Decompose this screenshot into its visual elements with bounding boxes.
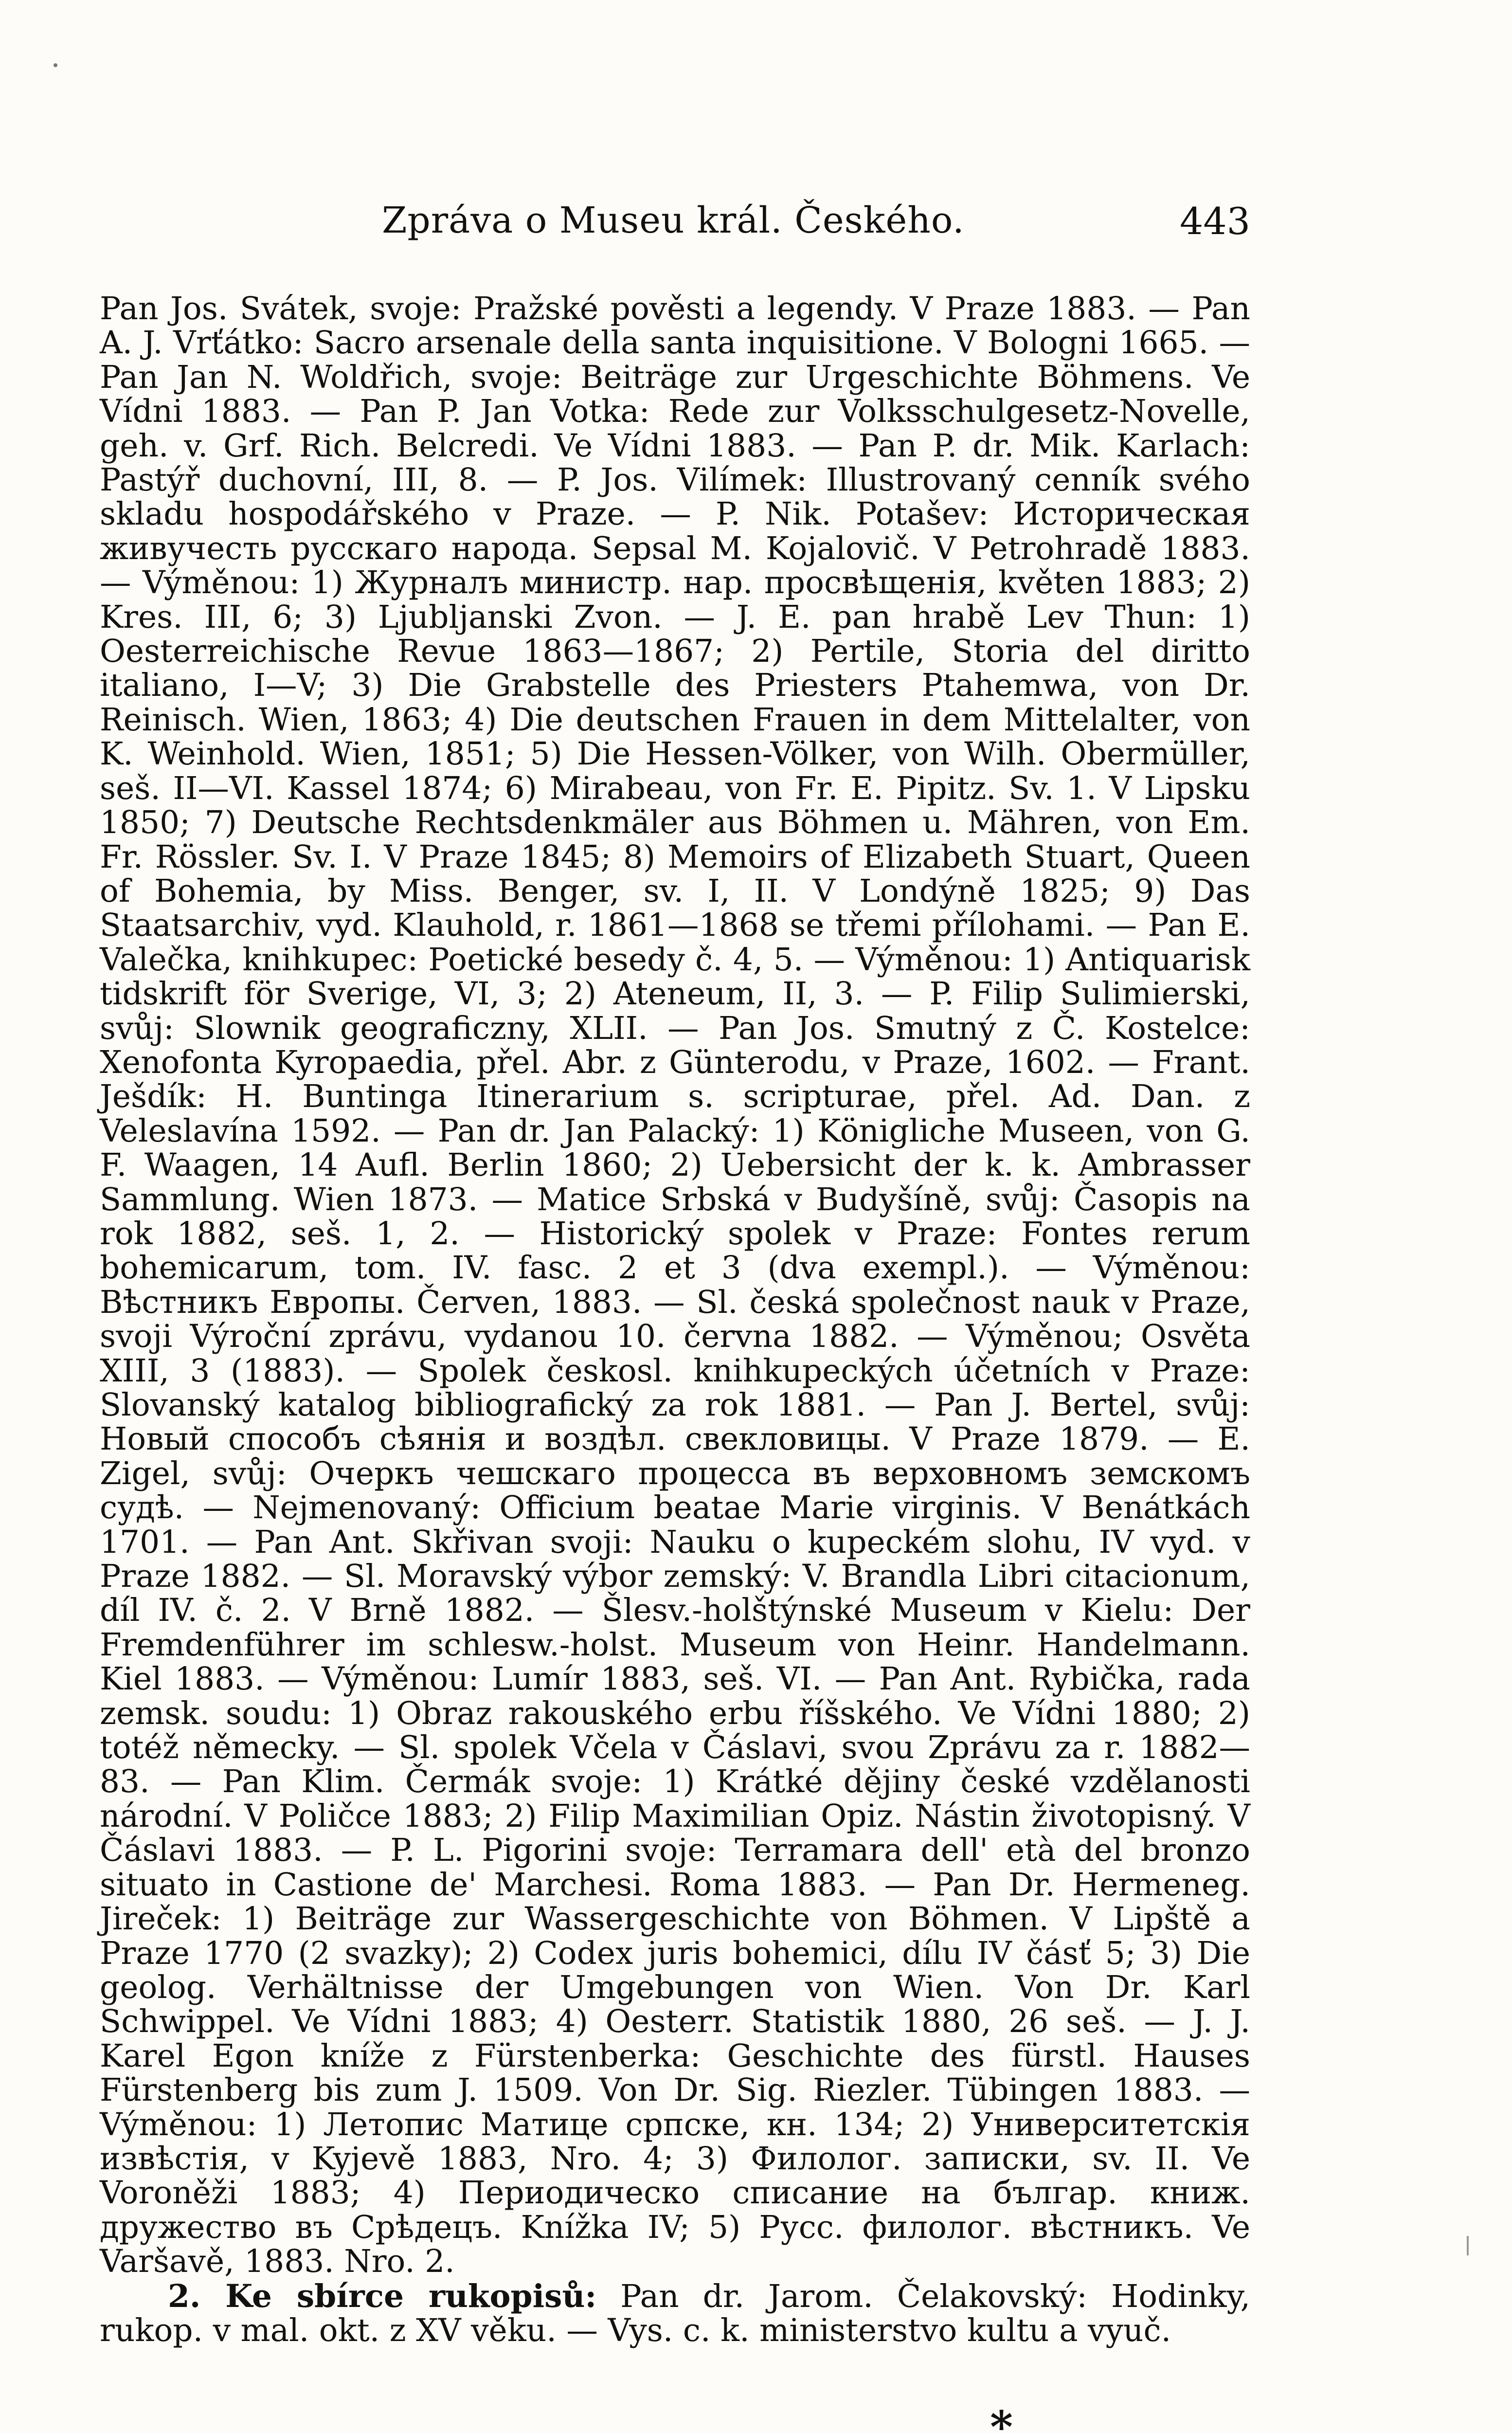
paper-speck	[54, 63, 57, 67]
paragraph-1: Pan Jos. Svátek, svoje: Pražské pověsti a legendy. V Praze 1883. — Pan A. J. Vrťátko: Sacro arsenale della santa inquisitione. V Bologni 1665. — Pan Jan N. Woldřich, svoje: Beiträge zur Urgeschichte Böhmens. Ve Vídni 1883. — Pan P. Jan Votka: Rede zur Volksschulgesetz-Novelle, geh. v. Grf. Rich. Belcredi. Ve Vídni 1883. — Pan P. dr. Mik. Karlach: Pastýř duchovní, III, 8. — P. Jos. Vilímek: Illustrovaný cenník svého skladu hospodářského v Praze. — P. Nik. Potašev: Историческая живучесть русскаго народа. Sepsal M. Kojalovič. V Petrohradě 1883. — Výměnou: 1) Журналъ министр. нар. просвѣщенія, květen 1883; 2) Kres. III, 6; 3) Ljubljanski Zvon. — J. E. pan hrabě Lev Thun: 1) Oesterreichische Revue 1863—1867; 2) Pertile, Storia del diritto italiano, I—V; 3) Die Grabstelle des Priesters Ptahemwa, von Dr. Reinisch. Wien, 1863; 4) Die deutschen Frauen in dem Mittelalter, von K. Weinhold. Wien, 1851; 5) Die Hessen-Völker, von Wilh. Obermüller, seš. II—VI. Kassel 1874; 6) Mirabeau, von Fr. E. Pipitz. Sv. 1. V Lipsku 1850; 7) Deutsche Rechtsdenkmäler aus Böhmen u. Mähren, von Em. Fr. Rössler. Sv. I. V Praze 1845; 8) Memoirs of Elizabeth Stuart, Queen of Bohemia, by Miss. Benger, sv. I, II. V Londýně 1825; 9) Das Staatsarchiv, vyd. Klauhold, r. 1861—1868 se třemi přílohami. — Pan E. Valečka, knihkupec: Poetické besedy č. 4, 5. — Výměnou: 1) Antiquarisk tidskrift för Sverige, VI, 3; 2) Ateneum, II, 3. — P. Filip Sulimierski, svůj: Slownik geograficzny, XLII. — Pan Jos. Smutný z Č. Kostelce: Xenofonta Kyropaedia, přel. Abr. z Günterodu, v Praze, 1602. — Frant. Ješdík: H. Buntinga Itinerarium s. scripturae, přel. Ad. Dan. z Veleslavína 1592. — Pan dr. Jan Palacký: 1) Königliche Museen, von G. F. Waagen, 14 Aufl. Berlin 1860; 2) Uebersicht der k. k. Ambrasser Sammlung. Wien 1873. — Matice Srbská v Budyšíně, svůj: Časopis na rok 1882, seš. 1, 2. — Historický spolek v Praze: Fontes rerum bohemicarum, tom. IV. fasc. 2 et 3 (dva exempl.). — Výměnou: Вѣстникъ Европы. Červen, 1883. — Sl. česká společnost nauk v Praze, svoji Výroční zprávu, vydanou 10. června 1882. — Výměnou; Osvěta XIII, 3 (1883). — Spolek českosl. knihkupeckých účetních v Praze: Slovanský katalog bibliografický za rok 1881. — Pan J. Bertel, svůj: Новый способъ сѣянія и воздѣл. свекловицы. V Praze 1879. — E. Zigel, svůj: Очеркъ чешскаго процесса въ верховномъ земскомъ судѣ. — Nejmenovaný: Officium beatae Marie virginis. V Benátkách 1701. — Pan Ant. Skřivan svoji: Nauku o kupeckém slohu, IV vyd. v Praze 1882. — Sl. Moravský výbor zemský: V. Brandla Libri citacionum, díl IV. č. 2. V Brně 1882. — Šlesv.-holštýnské Museum v Kielu: Der Fremdenführer im schlesw.-holst. Museum von Heinr. Handelmann. Kiel 1883. — Výměnou: Lumír 1883, seš. VI. — Pan Ant. Rybička, rada zemsk. soudu: 1) Obraz rakouského erbu říšského. Ve Vídni 1880; 2) totéž německy. — Sl. spolek Včela v Čáslavi, svou Zprávu za r. 1882—83. — Pan Klim. Čermák svoje: 1) Krátké dějiny české vzdělanosti národní. V Poličce 1883; 2) Filip Maximilian Opiz. Nástin životopisný. V Čáslavi 1883. — P. L. Pigorini svoje: Terramara dell' età del bronzo situato in Castione de' Marchesi. Roma 1883. — Pan Dr. Hermeneg. Jireček: 1) Beiträge zur Wassergeschichte von Böhmen. V Lipště a Praze 1770 (2 svazky); 2) Codex juris bohemici, dílu IV čásť 5; 3) Die geolog. Verhältnisse der Umgebungen von Wien. Von Dr. Karl Schwippel. Ve Vídni 1883; 4) Oesterr. Statistik 1880, 26 seš. — J. J. Karel Egon kníže z Fürstenberka: Geschichte des fürstl. Hauses Fürstenberg bis zum J. 1509. Von Dr. Sig. Riezler. Tübingen 1883. — Výměnou: 1) Летопис Матице српске, кн. 134; 2) Университетскія извѣстія, v Kyjevě 1883, Nro. 4; 3) Филолог. записки, sv. II. Ve Voroněži 1883; 4) Периодическо списание на българ. книж. дружество въ Срѣдецъ. Knížka IV; 5) Русс. филолог. вѣстникъ. Ve Varšavě, 1883. Nro. 2.	[100, 291, 1250, 2280]
running-title: Zpráva o Museu král. Českého.	[382, 200, 965, 241]
body-text	[100, 292, 1250, 2348]
paragraph-2	[100, 2279, 1250, 2348]
paragraph-2-heading: 2. Ke sbírce rukopisů:	[168, 2277, 597, 2315]
page-number: 443	[1179, 200, 1250, 243]
margin-mark	[1467, 2236, 1469, 2255]
footer-asterisk: *	[990, 2401, 1013, 2433]
paragraph-2-text: Pan dr. Jarom. Čelakovský: Hodinky, rukop. v mal. okt. z XV věku. — Vys. c. k. ministerstvo kultu a vyuč.	[100, 2278, 1250, 2349]
page-header	[100, 195, 1250, 243]
